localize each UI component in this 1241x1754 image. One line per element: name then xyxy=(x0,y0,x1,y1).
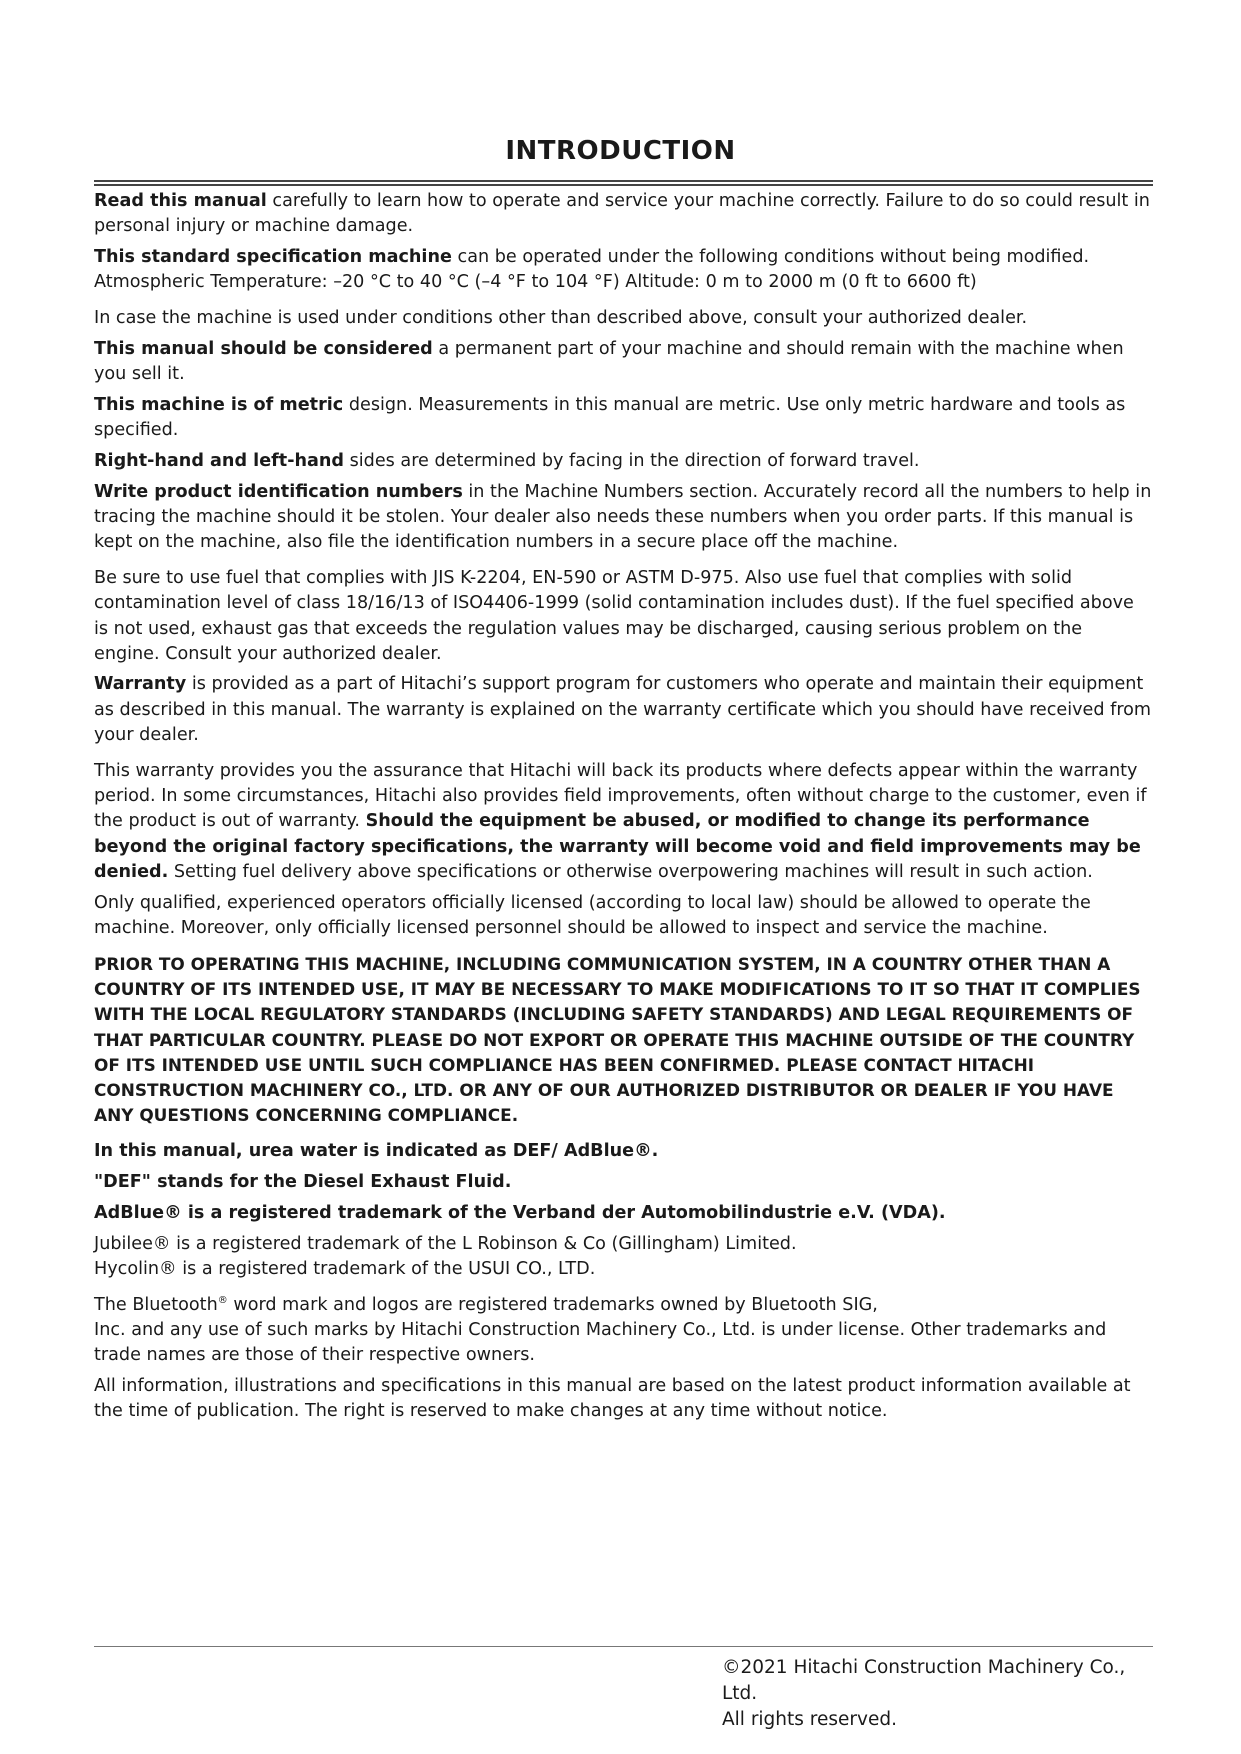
paragraph-qualified-operators: Only qualified, experienced operators officially licensed (according to local law) should be allowed to operate the machine. Moreover, only officially licensed personnel should be allowed to inspect and service the machine. xyxy=(94,892,1091,938)
paragraph-def-adblue xyxy=(94,1139,1153,1164)
paragraph-standard-spec xyxy=(94,245,1153,295)
paragraph-text: design. Measurements in this manual are metric. Use only metric hardware and tools as specified. xyxy=(94,394,1126,441)
paragraph-def-meaning xyxy=(94,1170,1153,1195)
paragraph-warranty xyxy=(94,672,1153,748)
paragraph-compliance-notice: PRIOR TO OPERATING THIS MACHINE, INCLUDING COMMUNICATION SYSTEM, IN A COUNTRY OTHER THAN A COUNTRY OF ITS INTENDED USE, IT MAY BE NECESSARY TO MAKE MODIFICATIONS TO IT SO THAT IT COMPLIES WITH THE LOCAL REGULATORY STANDARDS (INCLUDING SAFETY STANDARDS) AND LEGAL REQUIREMENTS OF THAT PARTICULAR COUNTRY. PLEASE DO NOT EXPORT OR OPERATE THIS MACHINE OUTSIDE OF THE COUNTRY OF ITS INTENDED USE UNTIL SUCH COMPLIANCE HAS BEEN CONFIRMED. PLEASE CONTACT HITACHI CONSTRUCTION MACHINERY CO., LTD. OR ANY OF OUR AUTHORIZED DISTRIBUTOR OR DEALER IF YOU HAVE ANY QUESTIONS CONCERNING COMPLIANCE. xyxy=(94,953,1141,1126)
paragraph-manual-part xyxy=(94,337,1153,387)
lead-phrase: This manual should be considered xyxy=(94,339,433,360)
introduction-body xyxy=(94,189,1153,1430)
paragraph-read-manual xyxy=(94,189,1153,239)
paragraph-bluetooth xyxy=(94,1293,1153,1369)
paragraph-other-conditions: In case the machine is used under conditions other than described above, consult your authorized dealer. xyxy=(94,308,1028,329)
lead-phrase: This standard specification machine xyxy=(94,246,452,267)
lead-phrase: Write product identification numbers xyxy=(94,481,463,502)
warranty-void-warning: Should the equipment be abused, or modified to change its performance beyond the original factory specifications, the warranty will become void and field improvements may be denied. xyxy=(94,811,1141,882)
paragraph-text: can be operated under the following conditions without being modified. xyxy=(451,246,1090,267)
lead-phrase: Right-hand and left-hand xyxy=(94,450,345,471)
paragraph-fuel: Be sure to use fuel that complies with JIS K-2204, EN-590 or ASTM D-975. Also use fuel that complies with solid contamination level of class 18/16/13 of ISO4406-1999 (solid contamination includes dust). If the fuel specified above is not used, exhaust gas that exceeds the regulation values may be discharged, causing serious problem on the engine. Consult your authorized dealer. xyxy=(94,568,1134,664)
footer-rule xyxy=(94,1646,1153,1647)
page-title: INTRODUCTION xyxy=(505,136,736,166)
registered-mark: ® xyxy=(217,1294,228,1306)
copyright-notice xyxy=(722,1655,1142,1733)
paragraph-warranty-assurance xyxy=(94,759,1153,885)
jubilee-trademark: Jubilee® is a registered trademark of the L Robinson & Co (Gillingham) Limited. xyxy=(94,1233,797,1254)
paragraph-text: is provided as a part of Hitachi’s support program for customers who operate and maintain their equipment as described in this manual. The warranty is explained on the warranty certificate which you should have received from your dealer. xyxy=(94,674,1152,745)
lead-phrase: Warranty xyxy=(94,674,187,695)
title-double-rule xyxy=(94,180,1153,186)
paragraph-text: This warranty provides you the assurance that Hitachi will back its products where defects appear within the warranty period. In some circumstances, Hitachi also provides field improvements, often without charge to the customer, even if the product is out of warranty. xyxy=(94,761,1147,832)
paragraph-text: sides are determined by facing in the direction of forward travel. xyxy=(344,450,920,471)
rights-reserved: All rights reserved. xyxy=(722,1709,897,1730)
paragraph-text: a permanent part of your machine and should remain with the machine when you sell it. xyxy=(94,339,1124,385)
lead-phrase: This machine is of metric xyxy=(94,394,344,415)
copyright-line: ©2021 Hitachi Construction Machinery Co., Ltd. xyxy=(722,1657,1126,1704)
paragraph-text: in the Machine Numbers section. Accurately record all the numbers to help in tracing the machine should it be stolen. Your dealer also needs these numbers when you order parts. If this manual is kept on the machine, also file the identification numbers in a secure place off the machine. xyxy=(94,481,1152,552)
paragraph-adblue-trademark xyxy=(94,1201,1153,1226)
def-adblue-note: In this manual, urea water is indicated as DEF/ AdBlue®. xyxy=(94,1141,659,1162)
operating-conditions: Atmospheric Temperature: –20 °C to 40 °C (–4 °F to 104 °F) Altitude: 0 m to 2000 m (0 ft to 6600 ft) xyxy=(94,272,977,293)
paragraph-sides xyxy=(94,449,1153,474)
hycolin-trademark: Hycolin® is a registered trademark of the USUI CO., LTD. xyxy=(94,1258,596,1279)
paragraph-text: Inc. and any use of such marks by Hitachi Construction Machinery Co., Ltd. is under license. Other trademarks and trade names are those of their respective owners. xyxy=(94,1320,1107,1366)
adblue-trademark: AdBlue® is a registered trademark of the Verband der Automobilindustrie e.V. (VDA). xyxy=(94,1202,946,1223)
def-definition: "DEF" stands for the Diesel Exhaust Fluid. xyxy=(94,1172,512,1193)
paragraph-id-numbers xyxy=(94,480,1153,556)
paragraph-text: Setting fuel delivery above specifications or otherwise overpowering machines will result in such action. xyxy=(168,861,1093,882)
bluetooth-word: The Bluetooth xyxy=(94,1294,218,1315)
paragraph-text: carefully to learn how to operate and service your machine correctly. Failure to do so could result in personal injury or machine damage. xyxy=(94,191,1150,237)
paragraph-metric xyxy=(94,393,1153,443)
paragraph-trademarks xyxy=(94,1232,1153,1282)
lead-phrase: Read this manual xyxy=(94,191,267,211)
paragraph-information-notice: All information, illustrations and specifications in this manual are based on the latest product information available at the time of publication. The right is reserved to make changes at any time without notice. xyxy=(94,1376,1131,1422)
paragraph-text: word mark and logos are registered trademarks owned by Bluetooth SIG, xyxy=(227,1294,878,1315)
